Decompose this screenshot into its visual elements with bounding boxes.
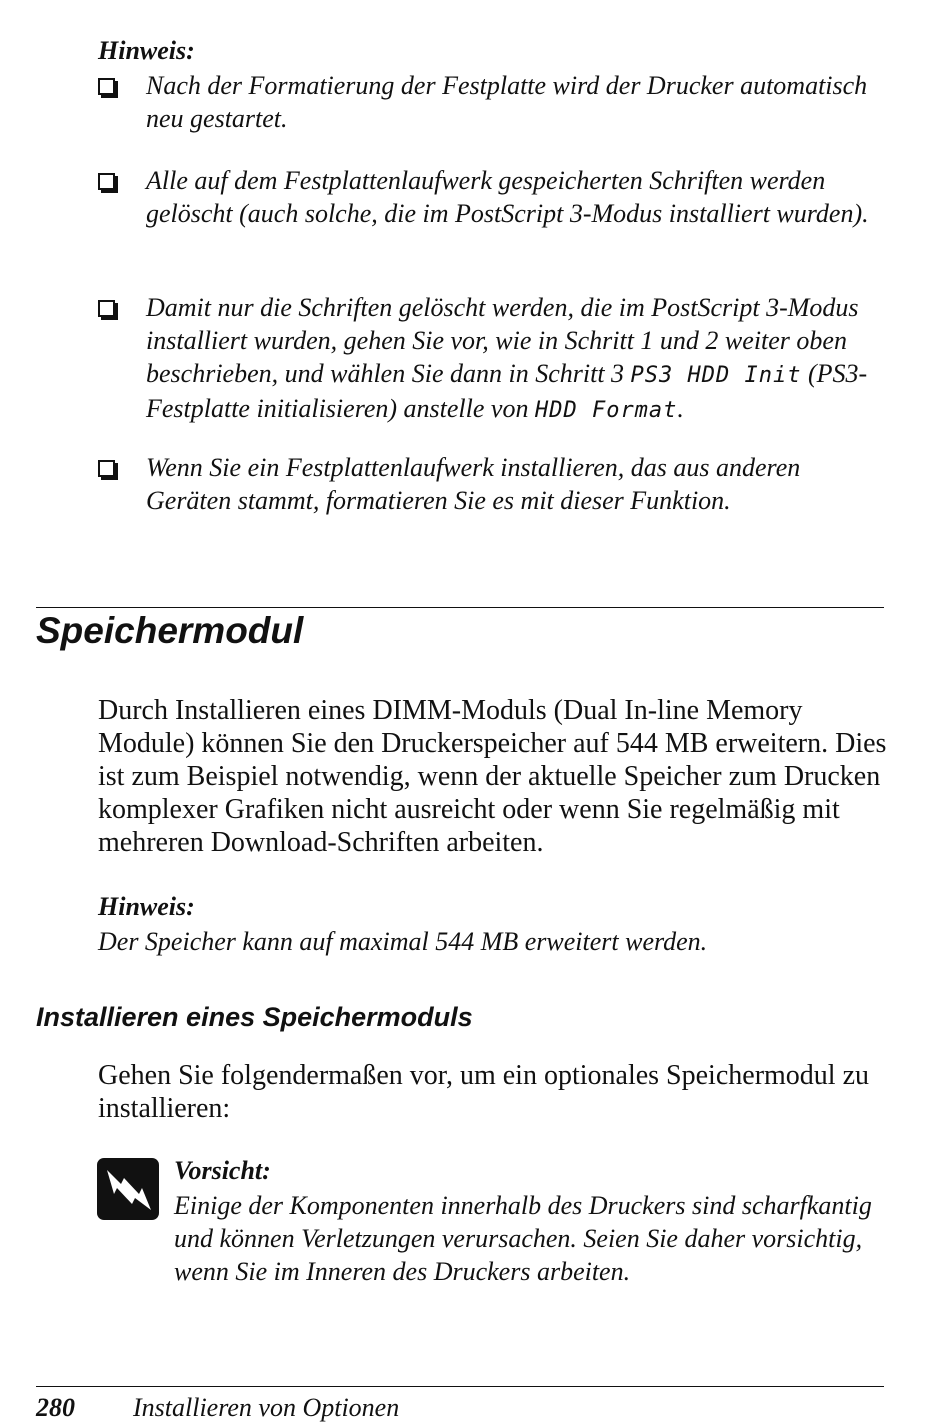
note-text-run: Damit nur die Schriften gelöscht werden, die im PostScript 3-Modus installiert wurden, gehen Sie vor, wie in Schritt 1 und 2 weiter oben beschrieben, und wählen Sie dann in Schritt 3 <box>146 293 859 388</box>
note-text-run: Wenn Sie ein Festplattenlaufwerk installieren, das aus anderen Geräten stammt, formatieren Sie es mit dieser Funktion. <box>146 453 801 515</box>
warning-lightning-icon <box>97 1158 159 1220</box>
caution-text: Einige der Komponenten innerhalb des Druckers sind scharfkantig und können Verletzungen verursachen. Seien Sie daher vorsichtig, wenn Sie im Inneren des Druckers arbeiten. <box>174 1191 872 1286</box>
note-label: Hinweis: <box>98 892 195 921</box>
checkbox-bullet-icon <box>98 78 115 95</box>
note-text-run: (PS3-Festplatte initialisieren) anstelle von <box>146 359 868 423</box>
section-rule <box>36 607 884 608</box>
subsection-title: Installieren eines Speichermoduls <box>36 1002 473 1032</box>
note-item-text <box>146 164 886 230</box>
page-number: 280 <box>36 1393 75 1422</box>
note-text-run: . <box>677 394 684 423</box>
note-label: Hinweis: <box>98 36 195 65</box>
footer-chapter-title: Installieren von Optionen <box>133 1393 400 1422</box>
section-intro: Durch Installieren eines DIMM-Moduls (Dual In-line Memory Module) können Sie den Druckerspeicher auf 544 MB erweitern. Dies ist zum Beispiel notwendig, wenn der aktuelle Speicher zum Drucken komplexer Grafiken nicht ausreicht oder wenn Sie regelmäßig mit mehreren Download-Schriften arbeiten. <box>98 695 887 858</box>
checkbox-bullet-icon <box>98 300 115 317</box>
menu-setting-text: HDD Format <box>534 398 678 423</box>
note-item-text <box>146 69 886 135</box>
note-text-run: Alle auf dem Festplattenlaufwerk gespeicherten Schriften werden gelöscht (auch solche, die im PostScript 3-Modus installiert wurden). <box>146 166 869 228</box>
note-item-text <box>146 451 886 517</box>
note-text: Der Speicher kann auf maximal 544 MB erweitert werden. <box>98 927 708 956</box>
caution-label: Vorsicht: <box>174 1156 271 1185</box>
section-title: Speichermodul <box>36 610 304 651</box>
checkbox-bullet-icon <box>98 460 115 477</box>
footer-rule <box>36 1386 884 1387</box>
note-item-text <box>146 291 886 427</box>
note-text-run: Nach der Formatierung der Festplatte wird der Drucker automatisch neu gestartet. <box>146 71 868 133</box>
menu-setting-text: PS3 HDD Init <box>630 363 802 388</box>
checkbox-bullet-icon <box>98 173 115 190</box>
subsection-intro: Gehen Sie folgendermaßen vor, um ein optionales Speichermodul zu installieren: <box>98 1060 869 1124</box>
